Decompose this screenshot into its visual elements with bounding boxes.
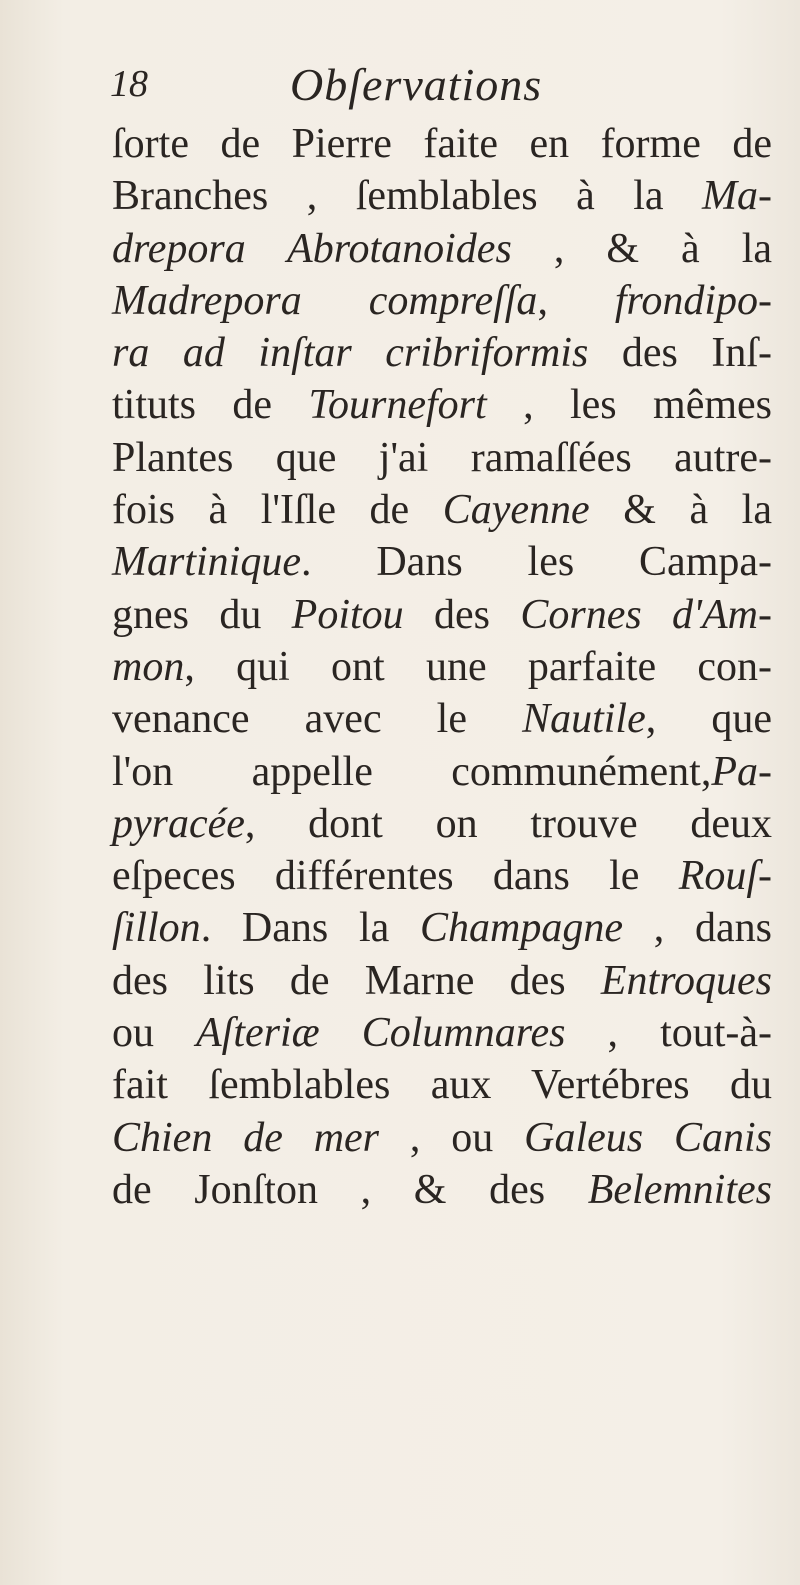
- text-segment: des: [403, 591, 521, 638]
- italic-text-segment: Nautile: [522, 696, 646, 743]
- text-line: [112, 118, 772, 170]
- text-segment: , dont on trouve deux: [244, 800, 772, 847]
- italic-text-segment: Entroques: [600, 957, 772, 1004]
- running-head: [110, 58, 710, 114]
- text-segment: , que: [645, 696, 772, 743]
- text-segment: , tout-à-: [565, 1010, 773, 1057]
- italic-text-segment: Belemnites: [587, 1166, 772, 1213]
- text-line: [112, 432, 772, 484]
- text-line: [112, 1164, 772, 1216]
- italic-text-segment: Martinique: [112, 539, 301, 586]
- italic-text-segment: Chien de mer: [112, 1114, 380, 1161]
- text-line: [112, 1007, 772, 1059]
- text-segment: l'on appelle communément,: [112, 748, 712, 795]
- text-segment: ,: [537, 277, 615, 324]
- text-line: [112, 327, 772, 379]
- italic-text-segment: Champagne: [420, 905, 624, 952]
- italic-text-segment: Pa-: [711, 748, 772, 795]
- text-segment: fait ſemblables aux Vertébres du: [112, 1062, 772, 1109]
- text-line: [112, 379, 772, 431]
- text-line: [112, 641, 772, 693]
- italic-text-segment: Cornes d'Am-: [520, 591, 772, 638]
- text-segment: & à la: [589, 487, 772, 534]
- text-segment: venance avec le: [112, 696, 523, 743]
- italic-text-segment: Ma-: [702, 173, 772, 220]
- text-segment: , qui ont une parfaite con-: [184, 643, 772, 690]
- text-line: [112, 798, 772, 850]
- text-line: [112, 536, 772, 588]
- italic-text-segment: Madrepora compreſſa: [112, 277, 538, 324]
- text-segment: tituts de: [112, 382, 309, 429]
- text-line: [112, 850, 772, 902]
- text-line: [112, 693, 772, 745]
- text-segment: , ou: [379, 1114, 525, 1161]
- text-segment: , dans: [623, 905, 772, 952]
- italic-text-segment: Cayenne: [442, 487, 590, 534]
- italic-text-segment: pyracée: [112, 800, 245, 847]
- running-title: Obſervations: [290, 59, 543, 110]
- text-line: [112, 902, 772, 954]
- text-segment: Branches , ſemblables à la: [112, 173, 703, 220]
- italic-text-segment: ra ad inſtar cribriformis: [112, 330, 589, 377]
- text-line: [112, 275, 772, 327]
- text-segment: eſpeces différentes dans le: [112, 853, 679, 900]
- text-line: [112, 223, 772, 275]
- text-segment: fois à l'Iſle de: [112, 487, 443, 534]
- italic-text-segment: drepora Abrotanoides: [112, 225, 512, 272]
- text-line: [112, 746, 772, 798]
- text-segment: de Jonſton , & des: [112, 1166, 588, 1213]
- italic-text-segment: Aſteriæ Columnares: [196, 1010, 566, 1057]
- italic-text-segment: Rouſ-: [678, 853, 772, 900]
- text-segment: gnes du: [112, 591, 292, 638]
- italic-text-segment: ſillon: [112, 905, 201, 952]
- italic-text-segment: Tournefort: [308, 382, 487, 429]
- text-segment: des Inſ-: [588, 330, 772, 377]
- text-segment: Plantes que j'ai ramaſſées autre-: [112, 434, 772, 481]
- text-line: [112, 1112, 772, 1164]
- text-segment: . Dans la: [200, 905, 421, 952]
- text-segment: ſorte de Pierre faite en forme de: [112, 121, 772, 167]
- italic-text-segment: Galeus Canis: [524, 1114, 772, 1161]
- text-segment: des lits de Marne des: [112, 957, 601, 1004]
- text-line: [112, 170, 772, 222]
- text-segment: , & à la: [511, 225, 773, 272]
- italic-text-segment: frondipo-: [614, 277, 772, 324]
- italic-text-segment: Poitou: [291, 591, 404, 638]
- text-segment: . Dans les Campa-: [300, 539, 772, 586]
- text-line: [112, 589, 772, 641]
- text-line: [112, 955, 772, 1007]
- italic-text-segment: mon: [112, 643, 185, 690]
- text-line: [112, 1059, 772, 1111]
- text-line: [112, 484, 772, 536]
- body-text: [112, 118, 772, 1216]
- text-segment: , les mêmes: [486, 382, 772, 429]
- text-segment: ou: [112, 1010, 197, 1057]
- page-number: 18: [110, 63, 148, 105]
